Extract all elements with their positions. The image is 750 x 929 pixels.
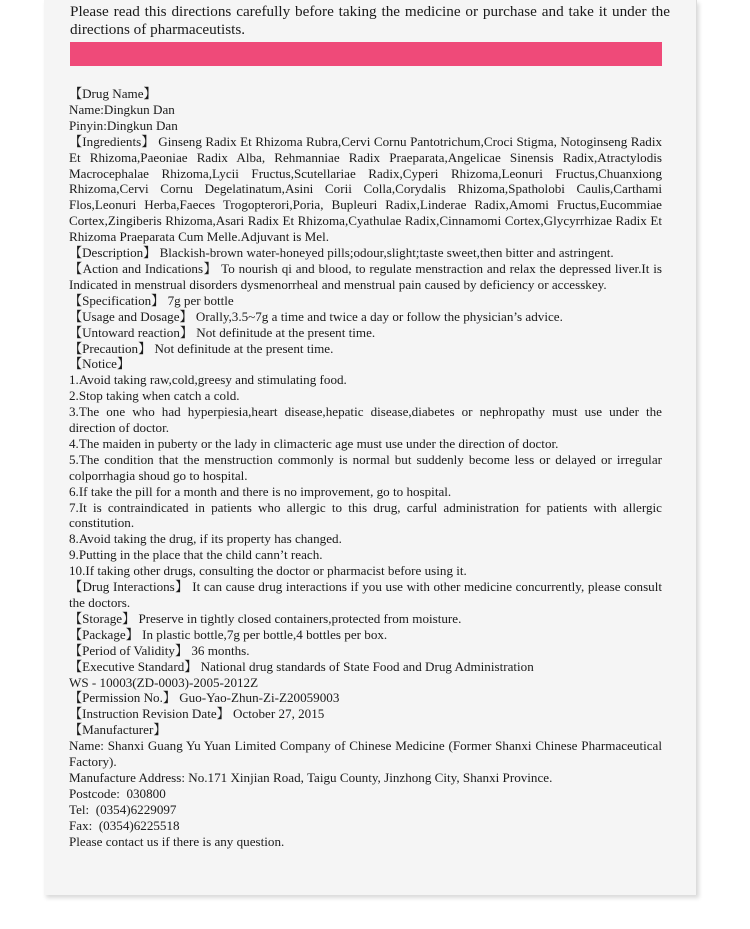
notice-item: 3.The one who had hyperpiesia,heart disease,hepatic disease,diabetes or nephropathy must use under the direction of doctor. — [69, 404, 662, 436]
package-heading: 【Package】 — [69, 626, 139, 642]
ingredients-section — [69, 134, 662, 245]
interactions-section — [69, 579, 662, 611]
untoward-heading: 【Untoward reaction】 — [69, 324, 193, 340]
revision-text: October 27, 2015 — [233, 706, 325, 722]
interactions-text: It can cause drug interactions if you use with other medicine concurrently, please consult the doctors. — [69, 579, 662, 610]
usage-section — [69, 309, 662, 325]
drug-name-heading: 【Drug Name】 — [69, 86, 157, 101]
notice-item: 8.Avoid taking the drug, if its property has changed. — [69, 531, 342, 547]
package-section — [69, 627, 662, 643]
storage-section — [69, 611, 662, 627]
validity-heading: 【Period of Validity】 — [69, 642, 189, 658]
contact-note: Please contact us if there is any question. — [69, 833, 285, 849]
notice-heading: 【Notice】 — [69, 356, 131, 372]
package-text: In plastic bottle,7g per bottle,4 bottles per box. — [142, 626, 388, 642]
specification-text: 7g per bottle — [167, 292, 234, 308]
description-text: Blackish-brown water-honeyed pills;odour,slight;taste sweet,then bitter and astringent. — [159, 245, 614, 261]
notice-item: 2.Stop taking when catch a cold. — [69, 388, 240, 404]
notice-item: 5.The condition that the menstruction commonly is normal but suddenly become less or delayed or irregular colporrhagia shoud go to hospital. — [69, 451, 662, 483]
specification-heading: 【Specification】 — [69, 292, 165, 308]
postcode: Postcode: 030800 — [69, 785, 166, 801]
standard-text: National drug standards of State Food and Drug Administration — [200, 658, 534, 674]
warning-text: Please read this directions carefully before taking the medicine or purchase and take it under the directions of pharmaceutists. — [70, 3, 670, 38]
standard-code: WS - 10003(ZD-0003)-2005-2012Z — [69, 674, 259, 690]
ingredients-heading: 【Ingredients】 — [69, 133, 155, 149]
usage-text: Orally,3.5~7g a time and twice a day or follow the physician’s advice. — [195, 308, 563, 324]
precaution-text: Not definitude at the present time. — [154, 340, 334, 356]
telephone: Tel: (0354)6229097 — [69, 801, 177, 817]
description-heading: 【Description】 — [69, 245, 157, 261]
validity-text: 36 months. — [191, 642, 250, 658]
untoward-section — [69, 325, 662, 341]
manufacturer-name: Name: Shanxi Guang Yu Yuan Limited Company of Chinese Medicine (Former Shanxi Chinese Pharmaceutical Factory). — [69, 738, 662, 770]
standard-heading: 【Executive Standard】 — [69, 658, 198, 674]
permission-heading: 【Permission No.】 — [69, 690, 176, 706]
usage-heading: 【Usage and Dosage】 — [69, 308, 193, 324]
description-section — [69, 245, 662, 261]
drug-name: Name:Dingkun Dan — [69, 101, 175, 117]
manufacturer-heading: 【Manufacturer】 — [69, 722, 167, 738]
standard-section — [69, 659, 662, 675]
leaflet-content — [69, 86, 662, 850]
action-heading: 【Action and Indications】 — [69, 260, 218, 276]
revision-heading: 【Instruction Revision Date】 — [69, 706, 230, 722]
notice-item: 9.Putting in the place that the child cann’t reach. — [69, 547, 323, 563]
ingredients-text: Ginseng Radix Et Rhizoma Rubra,Cervi Cornu Pantotrichum,Croci Stigma, Notoginseng Radix Et Rhizoma,Paeoniae Radix Alba, Rehmanniae Radix Praeparata,Angelicae Sinensis Radix,Atractylodis Macrocephalae Rhizoma,Lycii Fructus,Scutellariae Radix,Cyperi Rhizoma,Leonuri Fructus,Chuanxiong Rhizoma,Cervi Cornu Degelatinatum,Asini Corii Colla,Corydalis Rhizoma,Spatholobi Caulis,Carthami Flos,Leonuri Herba,Faeces Trogopterori,Poria, Bupleuri Radix,Linderae Radix,Amomi Fructus,Eucommiae Cortex,Zingiberis Rhizoma,Asari Radix Et Rhizoma,Cyathulae Radix,Cinnamomi Cortex,Glycyrrhizae Radix Et Rhizoma Praeparata Cum Melle.Adjuvant is Mel. — [69, 133, 663, 245]
pink-divider-bar — [70, 42, 662, 66]
precaution-heading: 【Precaution】 — [69, 340, 152, 356]
storage-heading: 【Storage】 — [69, 610, 136, 626]
fax: Fax: (0354)6225518 — [69, 817, 180, 833]
action-text: To nourish qi and blood, to regulate menstraction and relax the depressed liver.It is Indicated in menstrual disorders dysmenorrheal and menstrual pain caused by deficiency or accesskey. — [69, 260, 662, 292]
validity-section — [69, 643, 662, 659]
permission-text: Guo-Yao-Zhun-Zi-Z20059003 — [179, 690, 340, 706]
precaution-section — [69, 341, 662, 357]
storage-text: Preserve in tightly closed containers,protected from moisture. — [138, 610, 462, 626]
notice-item: 4.The maiden in puberty or the lady in climacteric age must use under the direction of doctor. — [69, 435, 559, 451]
drug-pinyin: Pinyin:Dingkun Dan — [69, 117, 178, 133]
manufacturer-address: Manufacture Address: No.171 Xinjian Road, Taigu County, Jinzhong City, Shanxi Province. — [69, 769, 553, 785]
notice-item: 7.It is contraindicated in patients who allergic to this drug, carful administration for patients with allergic constitution. — [69, 499, 662, 531]
notice-item: 6.If take the pill for a month and there is no improvement, go to hospital. — [69, 483, 452, 499]
revision-section — [69, 706, 662, 722]
specification-section — [69, 293, 662, 309]
notice-item: 1.Avoid taking raw,cold,greesy and stimulating food. — [69, 372, 347, 388]
permission-section — [69, 690, 662, 706]
untoward-text: Not definitude at the present time. — [196, 324, 376, 340]
interactions-heading: 【Drug Interactions】 — [69, 579, 189, 595]
notice-item: 10.If taking other drugs, consulting the doctor or pharmacist before using it. — [69, 563, 467, 579]
action-section — [69, 261, 662, 293]
